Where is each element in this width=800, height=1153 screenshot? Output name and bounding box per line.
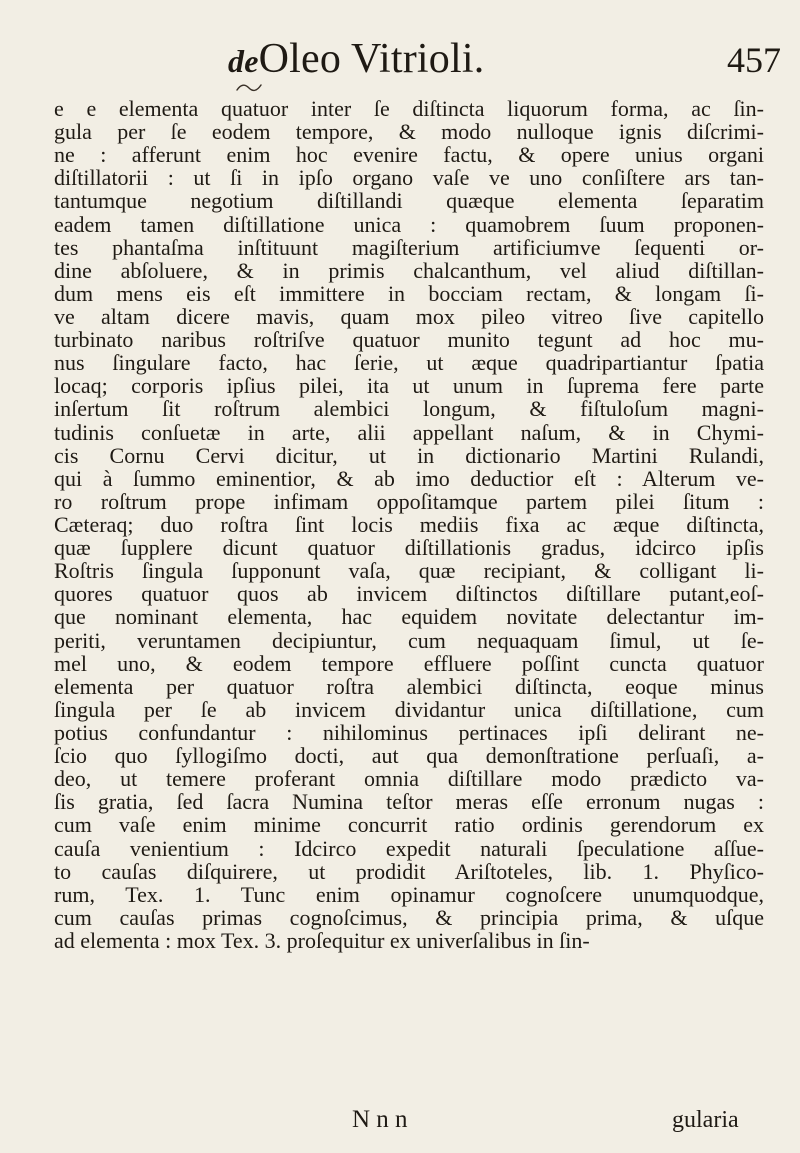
text-line: cauſa venientium : Idcirco expedit naturali ſpeculatione aſſue- [54, 835, 764, 861]
text-line: to cauſas diſquirere, ut prodidit Ariſtoteles, lib. 1. Phyſico- [54, 858, 764, 884]
text-line: rum, Tex. 1. Tunc enim opinamur cognoſcere unumquodque, [54, 881, 764, 907]
text-line: potius confundantur : nihilominus pertinaces ipſi delirant ne- [54, 719, 764, 745]
text-line: dum mens eis eſt immittere in bocciam rectam, & longam ſi- [54, 280, 764, 306]
text-line: ſcio quo ſyllogiſmo docti, aut qua demonſtratione perſuaſi, a- [54, 743, 764, 769]
text-line: tes phantaſma inſtituunt magiſterium artificiumve ſequenti or- [54, 234, 764, 260]
text-line: qui à ſummo eminentior, & ab imo deductior eſt : Alterum ve- [54, 465, 764, 491]
text-line: ad elementa : mox Tex. 3. proſequitur ex univerſalibus in ſin- [54, 927, 590, 953]
page-number: 457 [727, 40, 781, 80]
title-prefix: de [228, 43, 259, 79]
text-line: mel uno, & eodem tempore effluere poſſint cuncta quatuor [54, 650, 764, 676]
signature-mark: N n n [352, 1106, 408, 1133]
text-line: periti, veruntamen decipiuntur, cum nequaquam ſimul, ut ſe- [54, 627, 764, 653]
text-line: quæ ſupplere dicunt quatuor diſtillationis gradus, idcirco ipſis [54, 535, 764, 561]
page-header [0, 38, 800, 94]
text-line: Cæteraq; duo roſtra ſint locis mediis fixa ac æque diſtincta, [54, 511, 764, 537]
catchword: gularia [672, 1107, 739, 1133]
text-line: ne : afferunt enim hoc evenire factu, & opere unius organi [54, 142, 764, 168]
text-line: tudinis conſuetæ in arte, alii appellant naſum, & in Chymi- [54, 419, 764, 445]
text-line: cum cauſas primas cognoſcimus, & principia prima, & uſque [54, 904, 764, 930]
text-line: ſingula per ſe ab invicem dividantur unica diſtillatione, cum [54, 696, 764, 722]
text-line: ſis gratia, ſed ſacra Numina teſtor meras eſſe erronum nugas : [54, 789, 764, 815]
text-line: eadem tamen diſtillatione unica : quamobrem ſuum proponen- [54, 211, 764, 237]
text-line: locaq; corporis ipſius pilei, ita ut unum in ſuprema fere parte [54, 373, 764, 399]
text-line: turbinato naribus roſtriſve quatuor munito tegunt ad hoc mu- [54, 327, 764, 353]
text-line: que nominant elementa, hac equidem novitate delectantur im- [54, 604, 764, 630]
text-line: ve altam dicere mavis, quam mox pileo vitreo ſive capitello [54, 303, 764, 329]
title-main: Oleo Vitrioli. [258, 36, 485, 82]
text-line: tantumque negotium diſtillandi quæque elementa ſeparatim [54, 188, 764, 214]
footer-signature-row [0, 1105, 800, 1135]
text-line: cis Cornu Cervi dicitur, ut in dictionario Martini Rulandi, [54, 442, 764, 468]
text-line: inſertum ſit roſtrum alembici longum, & fiſtuloſum magni- [54, 396, 764, 422]
text-line: quores quatuor quos ab invicem diſtinctos diſtillare putant,eoſ- [54, 581, 764, 607]
text-line: ro roſtrum prope infimam oppoſitamque partem pilei ſitum : [54, 488, 764, 514]
text-line: e e elementa quatuor inter ſe diſtincta liquorum forma, ac ſin- [54, 96, 764, 121]
text-line: gula per ſe eodem tempore, & modo nulloque ignis diſcrimi- [54, 119, 764, 145]
text-line: Roſtris ſingula ſupponunt vaſa, quæ recipiant, & colligant li- [54, 558, 764, 584]
text-line: cum vaſe enim minime concurrit ratio ordinis gerendorum ex [54, 812, 764, 838]
text-line: dine abſoluere, & in primis chalcanthum, vel aliud diſtillan- [54, 257, 764, 283]
ornament-flourish [236, 82, 262, 92]
text-line: nus ſingulare facto, hac ſerie, ut æque quadripartiantur ſpatia [54, 350, 764, 376]
text-line: elementa per quatuor roſtra alembici diſtincta, eoque minus [54, 673, 764, 699]
text-line: deo, ut temere proferant omnia diſtillare modo prædicto va- [54, 766, 764, 792]
text-line: diſtillatorii : ut ſi in ipſo organo vaſe ve uno conſiſtere ars tan- [54, 165, 764, 191]
latin-body-text [54, 97, 764, 952]
running-title [228, 38, 484, 80]
